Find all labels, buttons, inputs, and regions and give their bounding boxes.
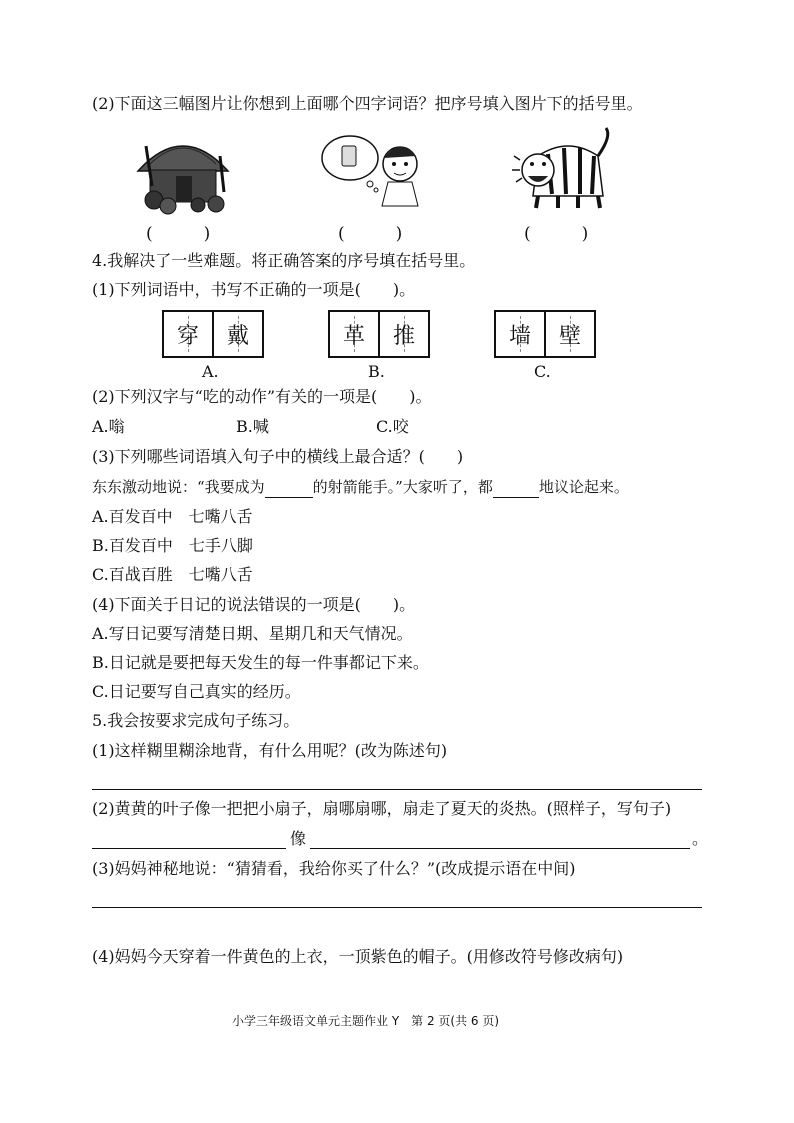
- char-cell: 壁: [544, 312, 594, 356]
- option-a-grid: [162, 310, 264, 358]
- q4-2-prompt: (2)下列汉字与“吃的动作”有关的一项是( )。: [92, 387, 432, 406]
- answer-paren-2[interactable]: ( ): [338, 224, 403, 244]
- q5-2-period: 。: [692, 829, 709, 848]
- q4-4-option-c: C.日记要写自己真实的经历。: [92, 682, 301, 701]
- option-a-label: A.: [202, 362, 219, 381]
- fill-blank[interactable]: [493, 479, 539, 498]
- q4-2-option-b: B.喊: [236, 417, 269, 436]
- q4-4-option-a: A.写日记要写清楚日期、星期几和天气情况。: [92, 624, 413, 643]
- answer-line-1[interactable]: [92, 789, 702, 790]
- char-cell: 穿: [164, 312, 212, 356]
- char-cell: 墙: [496, 312, 544, 356]
- q4-3-prompt: (3)下列哪些词语填入句子中的横线上最合适？( ): [92, 447, 464, 466]
- char-cell: 推: [378, 312, 428, 356]
- char-cell: 革: [330, 312, 378, 356]
- answer-paren-3[interactable]: ( ): [524, 224, 589, 244]
- option-c-label: C.: [534, 362, 551, 381]
- q3-2-prompt: (2)下面这三幅图片让你想到上面哪个四字词语？把序号填入图片下的括号里。: [92, 94, 643, 113]
- option-b-grid: [328, 310, 430, 358]
- q4-3-option-b: B.百发百中 七手八脚: [92, 536, 253, 555]
- answer-paren-1[interactable]: ( ): [146, 224, 211, 244]
- q5-4-prompt: (4)妈妈今天穿着一件黄色的上衣，一顶紫色的帽子。(用修改符号修改病句): [92, 947, 624, 966]
- tiger-icon: [508, 126, 618, 212]
- q4-title: 4.我解决了一些难题。将正确答案的序号填在括号里。: [92, 251, 476, 270]
- q4-3-option-a: A.百发百中 七嘴八舌: [92, 507, 253, 526]
- q4-2-option-a: A.嗡: [92, 417, 125, 436]
- answer-line-2a[interactable]: [92, 848, 286, 849]
- q5-1-prompt: (1)这样糊里糊涂地背，有什么用呢？(改为陈述句): [92, 741, 448, 760]
- answer-line-2b[interactable]: [310, 848, 690, 849]
- thirsty-boy-icon: [318, 130, 428, 210]
- q4-3-sentence: 东东激动地说：“我要成为 的射箭能手。”大家听了，都 地议论起来。: [92, 478, 629, 496]
- harvest-hut-icon: [128, 126, 238, 216]
- option-b-label: B.: [368, 362, 385, 381]
- q4-1-prompt: (1)下列词语中，书写不正确的一项是( )。: [92, 280, 416, 299]
- q5-title: 5.我会按要求完成句子练习。: [92, 711, 300, 730]
- char-cell: 戴: [212, 312, 262, 356]
- q5-2-prompt: (2)黄黄的叶子像一把把小扇子，扇哪扇哪，扇走了夏天的炎热。(照样子，写句子): [92, 799, 672, 818]
- q4-2-option-c: C.咬: [376, 417, 409, 436]
- page-footer: 小学三年级语文单元主题作业 Y 第 2 页(共 6 页): [232, 1014, 500, 1028]
- answer-line-3[interactable]: [92, 907, 702, 908]
- option-c-grid: [494, 310, 596, 358]
- q5-2-like: 像: [290, 829, 307, 848]
- q4-4-option-b: B.日记就是要把每天发生的每一件事都记下来。: [92, 653, 429, 672]
- fill-blank[interactable]: [265, 479, 313, 498]
- q4-3-option-c: C.百战百胜 七嘴八舌: [92, 565, 253, 584]
- q5-3-prompt: (3)妈妈神秘地说：“猜猜看，我给你买了什么？”(改成提示语在中间): [92, 859, 576, 878]
- q4-4-prompt: (4)下面关于日记的说法错误的一项是( )。: [92, 595, 416, 614]
